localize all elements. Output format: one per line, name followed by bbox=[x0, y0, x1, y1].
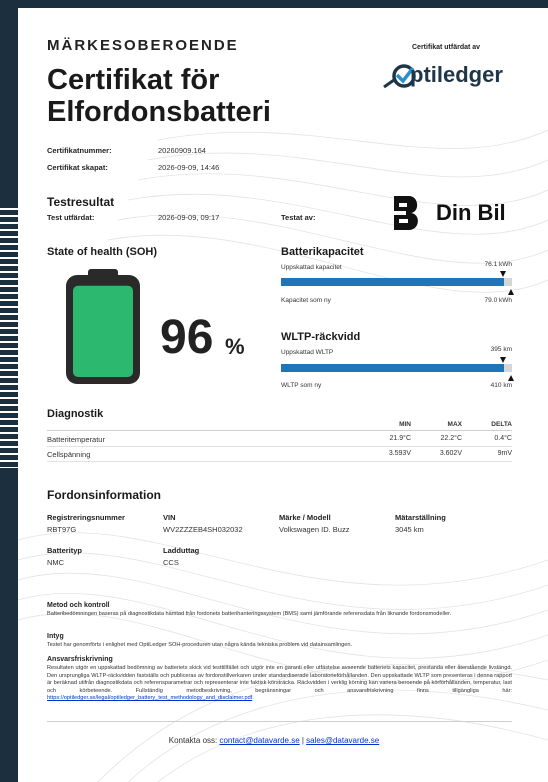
diag-row-temp-name: Batteritemperatur bbox=[47, 435, 105, 444]
method-text: Batteribedömningen baseras på diagnostikdata hämtad från fordonets batterihanteringssystem (BMS) samt jämförande referensdata från liknande fordonsmodeller. bbox=[47, 611, 452, 617]
disclaimer-body: Resultaten utgör en uppskattad bedömning av batteriets skick vid testtillfället och utgör inte en garanti eller utfästelse avseende batteriets kapacitet, prestanda eller återstående livslängd. Den ursprungliga WLTP-räckvidden fastställs och publiceras av fordonstillverkaren under standardiserade laboratorieförhållanden. Den uppskattade WLTP som presenteras i denna rapport är beräknad utifrån diagnostikdata och referensparametrar och representerar inte faktisk körsträcka. Räckvidden i verklig körning kan variera beroende på körförhållanden, temperatur, last och körbeteende. Fullständig metodbeskrivning, begränsningar och ansvarsfriskrivning finns tillgängliga här: bbox=[47, 665, 512, 694]
din-bil-b-icon bbox=[392, 195, 422, 231]
model-label: Märke / Modell bbox=[279, 513, 331, 522]
wltp-marker-up bbox=[508, 375, 514, 381]
battery-fill bbox=[73, 286, 133, 377]
wltp-marker-down bbox=[500, 357, 506, 363]
certificate-created: 2026-09-09, 14:46 bbox=[158, 163, 220, 172]
diag-row-temp-delta: 0.4°C bbox=[494, 435, 512, 442]
capacity-estimated-value: 76.1 kWh bbox=[484, 261, 512, 268]
diag-col-min: MIN bbox=[399, 421, 411, 428]
capacity-new-value: 79.0 kWh bbox=[484, 297, 512, 304]
reg-label: Registreringsnummer bbox=[47, 513, 125, 522]
vehicle-heading: Fordonsinformation bbox=[47, 488, 161, 502]
vin-label: VIN bbox=[163, 513, 176, 522]
tested-by-label: Testat av: bbox=[281, 213, 316, 222]
footer-contact bbox=[0, 736, 548, 745]
disclaimer-text: Resultaten utgör en uppskattad bedömning av batteriets skick vid testtillfället och utgör inte en garanti eller utfästelse avseende batteriets kapacitet, prestanda eller återstående livslängd. Den ursprungliga WLTP-räckvidden fastställs och publiceras av fordonstillverkaren under standardiserade laboratorieförhållanden. Den uppskattade WLTP som presenteras i denna rapport är beräknad utifrån diagnostikdata och referensparametrar och representerar inte faktisk körsträcka. Räckvidden i verklig körning kan variera beroende på körförhållanden, temperatur, last och körbeteende. Fullständig metodbeskrivning, begränsningar och ansvarsfriskrivning finns tillgängliga här: https://optiledger.se/legal/optiledger_battery_test_methodology_and_disclaimer.pdf. bbox=[47, 665, 512, 701]
title-line-1: Certifikat för bbox=[47, 64, 220, 96]
wltp-estimated-value: 395 km bbox=[490, 346, 512, 353]
diag-row-volt-max: 3.602V bbox=[439, 450, 462, 457]
charge-port-label: Ladduttag bbox=[163, 546, 200, 555]
disclaimer-link[interactable]: https://optiledger.se/legal/optiledger_battery_test_methodology_and_disclaimer.pdf bbox=[47, 695, 253, 701]
method-heading: Metod och kontroll bbox=[47, 602, 110, 609]
footer-divider bbox=[47, 721, 512, 722]
contact-email-link[interactable]: contact@datavarde.se bbox=[219, 736, 300, 745]
reg-value: RBT97G bbox=[47, 525, 77, 534]
model-value: Volkswagen ID. Buzz bbox=[279, 525, 350, 534]
certificate-number: 20260909.164 bbox=[158, 146, 206, 155]
certificate-number-label: Certifikatnummer: bbox=[47, 146, 112, 155]
cert-text: Testet har genomförts i enlighet med OptiLedger SOH-proceduren utan några kända tekniska problem vid datainsamlingen. bbox=[47, 642, 353, 648]
wltp-new-label: WLTP som ny bbox=[281, 382, 322, 389]
diag-row-volt-min: 3.593V bbox=[388, 450, 411, 457]
diag-col-max: MAX bbox=[447, 421, 462, 428]
optiledger-logo bbox=[382, 60, 512, 92]
disclaimer-heading: Ansvarsfriskrivning bbox=[47, 656, 113, 663]
wltp-estimated-label: Uppskattad WLTP bbox=[281, 349, 334, 356]
test-issued: 2026-09-09, 09:17 bbox=[158, 213, 220, 222]
wltp-new-value: 410 km bbox=[490, 382, 512, 389]
document-kicker: MÄRKESOBEROENDE bbox=[47, 37, 239, 54]
soh-unit: % bbox=[225, 334, 245, 359]
contact-separator: | bbox=[299, 736, 307, 745]
side-stripes bbox=[0, 208, 18, 468]
capacity-new-label: Kapacitet som ny bbox=[281, 297, 331, 304]
din-bil-logo-text: Din Bil bbox=[436, 200, 506, 225]
diag-row-volt-delta: 9mV bbox=[497, 450, 512, 457]
title-line-2: Elfordonsbatteri bbox=[47, 96, 271, 128]
diag-col-delta: DELTA bbox=[491, 421, 512, 428]
diag-row-temp-min: 21.9°C bbox=[389, 435, 411, 442]
battery-type-value: NMC bbox=[47, 558, 65, 567]
test-results-heading: Testresultat bbox=[47, 195, 115, 209]
odometer-label: Mätarställning bbox=[395, 513, 446, 522]
vin-value: WV2ZZZEB4SH032032 bbox=[163, 525, 243, 534]
soh-value: 96 bbox=[160, 311, 214, 364]
wltp-bar-fill bbox=[281, 364, 504, 372]
contact-label: Kontakta oss: bbox=[168, 736, 220, 745]
certificate-created-label: Certifikat skapat: bbox=[47, 163, 108, 172]
odometer-value: 3045 km bbox=[395, 525, 424, 534]
wltp-heading: WLTP-räckvidd bbox=[281, 331, 361, 343]
soh-heading: State of health (SOH) bbox=[47, 246, 158, 258]
charge-port-value: CCS bbox=[163, 558, 179, 567]
capacity-marker-up bbox=[508, 289, 514, 295]
diag-row-temp-max: 22.2°C bbox=[440, 435, 462, 442]
diag-bottom-divider bbox=[47, 461, 512, 462]
diag-row-volt-name: Cellspänning bbox=[47, 450, 91, 459]
capacity-estimated-label: Uppskattad kapacitet bbox=[281, 264, 342, 271]
cert-heading: Intyg bbox=[47, 633, 64, 640]
optiledger-logo-text: ptiledger bbox=[410, 62, 503, 87]
top-bar bbox=[0, 0, 548, 8]
diag-row-divider bbox=[47, 446, 512, 447]
capacity-bar-fill bbox=[281, 278, 504, 286]
side-bar bbox=[0, 8, 18, 782]
capacity-heading: Batterikapacitet bbox=[281, 246, 364, 258]
issuer-label: Certifikat utfärdat av bbox=[412, 44, 481, 51]
battery-type-label: Batterityp bbox=[47, 546, 83, 555]
test-issued-label: Test utfärdat: bbox=[47, 213, 95, 222]
battery-icon bbox=[64, 268, 142, 386]
diagnostics-heading: Diagnostik bbox=[47, 408, 104, 420]
din-bil-logo bbox=[392, 195, 512, 231]
document-title bbox=[47, 64, 307, 128]
sales-email-link[interactable]: sales@datavarde.se bbox=[306, 736, 380, 745]
diag-header-divider bbox=[47, 430, 512, 431]
capacity-marker-down bbox=[500, 271, 506, 277]
